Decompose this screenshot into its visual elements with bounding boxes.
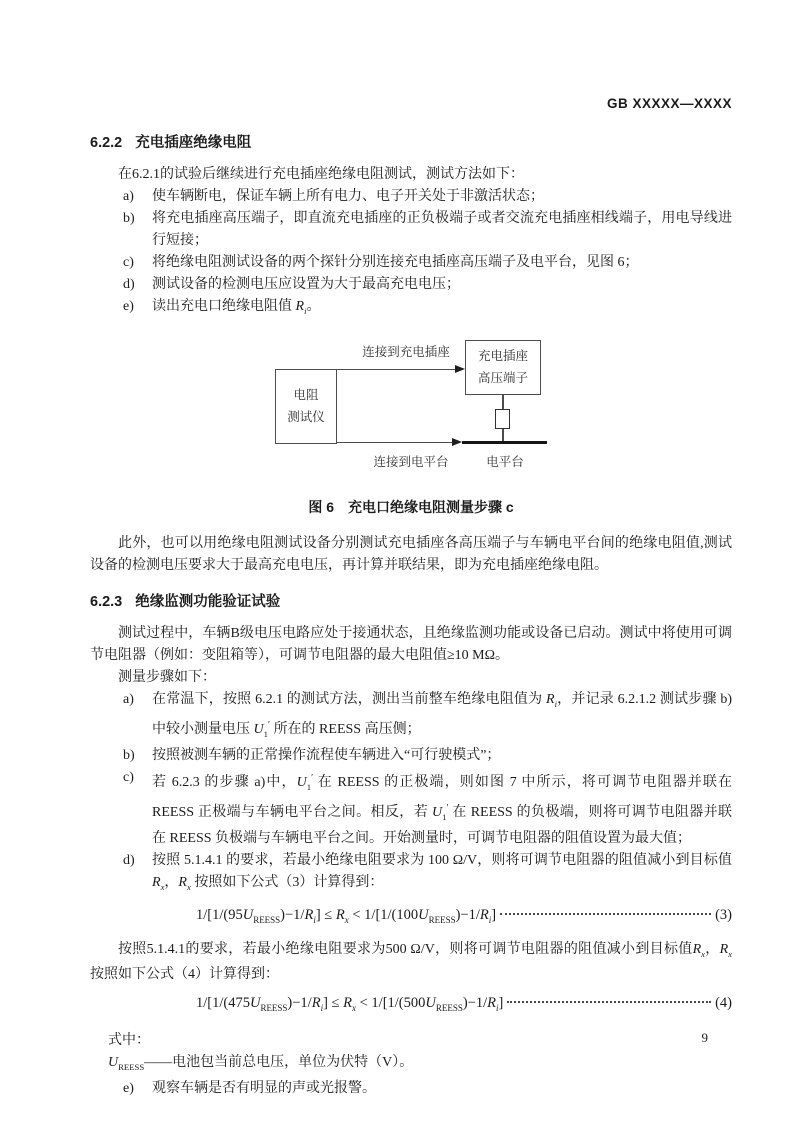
list-item	[90, 689, 732, 745]
list-item-text: 读出充电口绝缘电阻值 $R_i$。	[152, 299, 321, 316]
tester-label-line2: 测试仪	[287, 410, 325, 425]
connector-line-top	[337, 369, 459, 371]
list-item	[90, 274, 732, 296]
list-item-text: 观察车辆是否有明显的声或光报警。	[152, 1081, 376, 1097]
symbol-definition: $U_{REESS}——$电池包当前总电压，单位为伏特（V）。	[108, 1055, 414, 1073]
list-item-label: e)	[123, 1081, 134, 1097]
list-item-text: 若 6.2.3 的步骤 a)中，$U_1'$ 在 REESS 的正极端，则如图 7 中所示，将可调节电阻器并联在 REESS 正极端与车辆电平台之间。相反，若 $U_1'$ 在 REESS 的负极端，则将可调节电阻器并联在 REESS 负极端与车辆电平台之间。开始测量时，可调节电阻器的阻值设置为最大值；	[152, 773, 732, 846]
arrow-right-icon	[452, 438, 462, 446]
electric-platform-line	[462, 441, 547, 445]
list-item-text: 将充电插座高压端子，即直流充电插座的正负极端子或者交流充电插座相线端子，用电导线进行短接；	[152, 211, 732, 248]
list-item-text: 测试设备的检测电压应设置为大于最高充电电压；	[152, 277, 460, 292]
list-item-text: 将绝缘电阻测试设备的两个探针分别连接充电插座高压端子及电平台，见图 6；	[152, 255, 639, 270]
dotted-leader	[507, 1001, 711, 1003]
intro-paragraph: 在6.2.1的试验后继续进行充电插座绝缘电阻测试，测试方法如下：	[118, 167, 524, 182]
socket-label-line2: 高压端子	[477, 371, 528, 386]
formula-3-number: (3)	[715, 906, 732, 923]
where-label: 式中：	[108, 1033, 150, 1049]
figure-6-diagram	[90, 328, 732, 478]
list-item-label: a)	[123, 189, 134, 204]
list-item-text: 在常温下，按照 6.2.1 的测试方法，测出当前整车绝缘电阻值为 $R_i$，并记录 6.2.1.2 测试步骤 b)中较小测量电压 $U_1'$ 所在的 REESS 高压侧；	[152, 691, 732, 740]
list-item-label: d)	[123, 852, 135, 868]
list-item-label: c)	[123, 255, 134, 270]
after-figure-paragraph: 此外，也可以用绝缘电阻测试设备分别测试充电插座各高压端子与车辆电平台间的绝缘电阻值,测试设备的检测电压要求大于最高充电电压，再计算并联结果，即为充电插座绝缘电阻。	[90, 535, 732, 573]
list-623	[90, 689, 732, 898]
list-item-label: d)	[123, 277, 135, 292]
formula-4-number: (4)	[715, 995, 732, 1012]
connection-label-top: 连接到充电插座	[362, 344, 450, 359]
socket-label-line1: 充电插座	[477, 348, 528, 363]
list-item-text: 按照 5.1.4.1 的要求，若最小绝缘电阻要求为 100 Ω/V，则将可调节电阻器的阻值减小到目标值 $R_x$，$R_x$ 按照如下公式（3）计算得到：	[152, 852, 732, 892]
section-heading-622	[90, 135, 732, 152]
formula-3-expression: $1/[1/(95U_{REESS})-1/R_i] \le R_x < 1/[1/(100U_{REESS})-1/R_i]$	[196, 906, 497, 925]
section-title: 绝缘监测功能验证试验	[135, 593, 281, 610]
formula-3	[90, 903, 732, 933]
resistor-symbol-icon	[495, 409, 510, 429]
list-622	[90, 186, 732, 322]
list-item-text: 按照被测车辆的正常操作流程使车辆进入“可行驶模式”；	[152, 748, 501, 764]
formula-4-expression: $1/[1/(475U_{REESS})-1/R_i] \le R_x < 1/[1/(500U_{REESS})-1/R_i]$	[196, 995, 504, 1014]
list-item	[90, 186, 732, 208]
list-item	[90, 252, 732, 274]
section-number: 6.2.3	[90, 593, 123, 610]
tester-label-line1: 电阻	[293, 387, 319, 402]
figure-caption: 图 6 充电口绝缘电阻测量步骤 c	[308, 498, 514, 515]
resistance-tester-box	[275, 369, 337, 444]
list-item	[90, 767, 732, 850]
connector-line-bottom	[337, 442, 457, 444]
page-number: 9	[701, 1030, 708, 1045]
paragraph: 测试过程中，车辆B级电压电路应处于接通状态，且绝缘监测功能或设备已启动。测试中将使用可调节电阻器（例如：变阻箱等），可调节电阻器的最大电阻值≥10 MΩ。	[90, 625, 732, 663]
dotted-leader	[500, 913, 711, 915]
list-item-label: c)	[123, 770, 134, 786]
paragraph: 测量步骤如下：	[118, 669, 216, 685]
paragraph: 按照5.1.4.1的要求，若最小绝缘电阻要求为500 Ω/V，则将可调节电阻器的阻值减小到目标值$R_x$，$R_x$按照如下公式（4）计算得到：	[90, 941, 733, 983]
list-item-label: b)	[123, 211, 135, 226]
section-number: 6.2.2	[90, 135, 123, 151]
charging-socket-terminal-box	[465, 340, 541, 395]
list-item-label: b)	[123, 748, 135, 764]
list-item-label: e)	[123, 299, 134, 314]
arrow-right-icon	[455, 365, 465, 373]
list-item-label: a)	[123, 691, 134, 707]
list-item	[90, 208, 732, 252]
list-item	[90, 745, 732, 767]
platform-label: 电平台	[486, 454, 524, 469]
formula-4	[90, 991, 732, 1021]
list-item	[90, 850, 732, 898]
section-title: 充电插座绝缘电阻	[135, 135, 252, 151]
list-item	[90, 1078, 732, 1100]
section-heading-623	[90, 594, 732, 611]
connection-label-bottom: 连接到电平台	[373, 454, 449, 469]
standard-number-header: GB XXXXX—XXXX	[606, 96, 732, 111]
list-item-text: 使车辆断电，保证车辆上所有电力、电子开关处于非激活状态；	[152, 189, 544, 204]
list-item	[90, 296, 732, 322]
